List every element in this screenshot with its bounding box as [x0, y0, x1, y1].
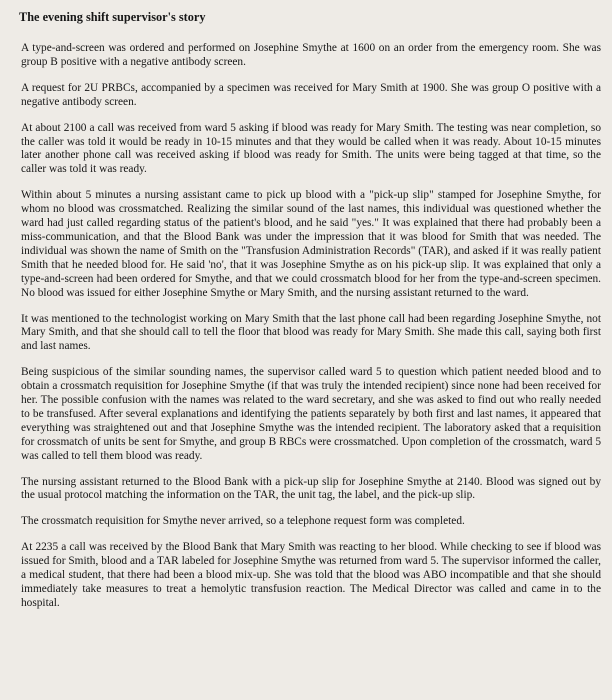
paragraph-supervisor-call: Being suspicious of the similar sounding names, the supervisor called ward 5 to question which patient needed blood and to obtain a crossmatch requisition for Josephine Smythe (if that was truly the intended recipient) since none had been received for her. The possible confusion with the names was related to the ward secretary, and she was asked to find out who really needed to be transfused. After several explanations and identifying the patients separately by both first and last names, it appeared that everything was straightened out and that Josephine Smythe was the intended recipient. The laboratory asked that a requisition for crossmatch of units be sent for Smythe, and group B RBCs were crossmatched. Upon completion of the crossmatch, ward 5 was called to tell them blood was ready. — [21, 366, 601, 462]
paragraph-prbc-request: A request for 2U PRBCs, accompanied by a specimen was received for Mary Smith at 1900. She was group O positive with a negative antibody screen. — [21, 81, 601, 108]
paragraph-pickup-attempt: Within about 5 minutes a nursing assistant came to pick up blood with a "pick-up slip" stamped for Josephine Smythe, for whom no blood was crossmatched. Realizing the similar sound of the last names, this individual was questioned whether the ward had just called regarding status of the patient's blood, and he said "yes." It was explained that there had probably been a miss-communication, and that the Blood Bank was under the impression that it was blood for Smith that was needed. The individual was shown the name of Smith on the "Transfusion Administration Records" (TAR), and asked if it was really patient Smith that he needed blood for. He said 'no', that it was Josephine Smythe as on his pick-up slip. It was explained that only a type-and-screen had been ordered for Smythe, and that we could crossmatch blood for her from the type-and-screen specimen. No blood was issued for either Josephine Smythe or Mary Smith, and the nursing assistant returned to the ward. — [21, 189, 601, 299]
paragraph-type-and-screen: A type-and-screen was ordered and performed on Josephine Smythe at 1600 on an order from the emergency room. She was group B positive with a negative antibody screen. — [21, 42, 601, 68]
paragraph-technologist-call: It was mentioned to the technologist working on Mary Smith that the last phone call had been regarding Josephine Smythe, not Mary Smith, and that she should call to tell the floor that blood was ready for Mary Smith. She made this call, saying both first and last names. — [21, 312, 601, 353]
paragraph-first-call: At about 2100 a call was received from ward 5 asking if blood was ready for Mary Smith. The testing was near completion, so the caller was told it would be ready in 10-15 minutes and that they would be called when it was ready. About 10-15 minutes later another phone call was received asking if blood was ready for Smith. The units were being tagged at that time, so the caller was told it was ready. — [21, 121, 601, 176]
paragraph-blood-signed-out: The nursing assistant returned to the Blood Bank with a pick-up slip for Josephine Smythe at 2140. Blood was signed out by the usual protocol matching the information on the TAR, the unit tag, the label, and the pick-up slip. — [21, 475, 601, 502]
paragraph-telephone-request: The crossmatch requisition for Smythe never arrived, so a telephone request form was completed. — [21, 515, 465, 528]
paragraph-reaction: At 2235 a call was received by the Blood Bank that Mary Smith was reacting to her blood. While checking to see if blood was issued for Smith, blood and a TAR labeled for Josephine Smythe was returned from ward 5. The supervisor informed the caller, a medical student, that there had been a blood mix-up. She was told that the blood was ABO incompatible and that she should immediately take measures to treat a hemolytic transfusion reaction. The Medical Director was called and came in to the hospital. — [21, 541, 601, 609]
document-title: The evening shift supervisor's story — [19, 10, 206, 24]
